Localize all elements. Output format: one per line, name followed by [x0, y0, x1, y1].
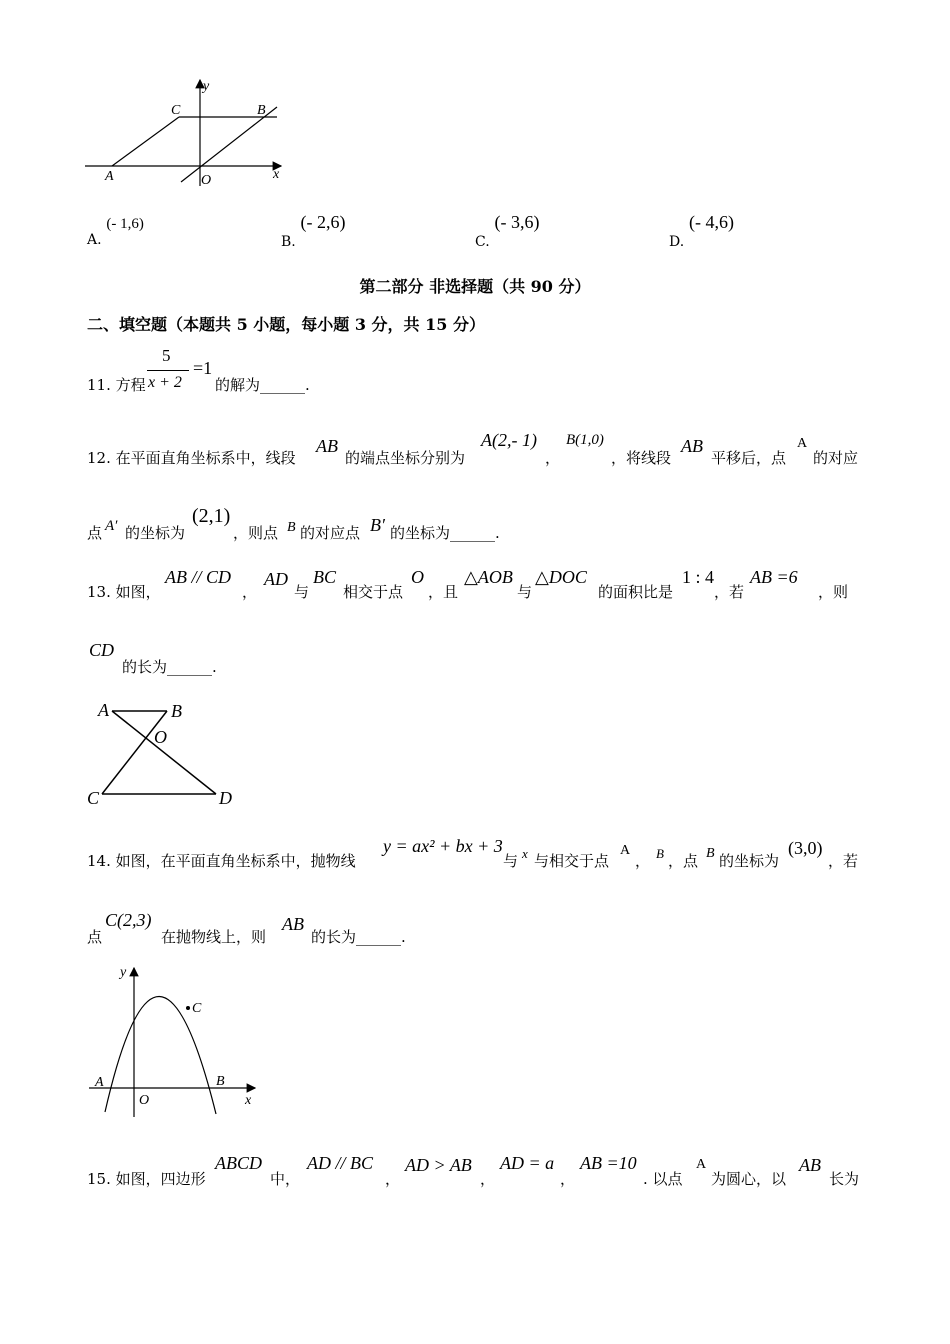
q12-b-coord: B(1,0): [566, 432, 604, 448]
q15-t4: 长为: [829, 1170, 860, 1188]
q11-frac-num: 5: [162, 346, 171, 365]
segment-AC: [112, 117, 179, 166]
q10-option-b[interactable]: [281, 212, 346, 250]
label-y: y: [120, 965, 127, 980]
point-C: [186, 1006, 190, 1010]
q13-bc: BC: [313, 567, 337, 587]
label-B: B: [171, 701, 182, 721]
q15-t3: 为圆心，以: [711, 1170, 787, 1188]
q12-a-coord: A(2,- 1): [481, 430, 537, 450]
q12-t1: 的端点坐标分别为: [345, 449, 466, 467]
q14-prefix: 14. 如图，在平面直角坐标系中，抛物线: [87, 852, 356, 870]
q14-figure: [85, 962, 265, 1122]
label-O: O: [139, 1093, 150, 1108]
q14-a: A: [620, 843, 631, 858]
q11-frac-den: x + 2: [148, 374, 182, 391]
part2-title: 第二部分 非选择题（共 90 分）: [359, 277, 591, 296]
q13-prefix: 13. 如图，: [87, 583, 161, 601]
q12-a-prime: A′: [105, 518, 118, 534]
segment-AD: [112, 711, 216, 794]
q13-ab-eq: AB =6: [750, 567, 798, 587]
q12-t2: ，将线段: [611, 449, 672, 467]
q14-ab: AB: [282, 914, 304, 934]
q12-l2-b: B: [287, 520, 296, 535]
label-C: C: [87, 788, 100, 808]
q13-o: O: [411, 567, 424, 587]
q15-c1: ，: [385, 1170, 401, 1188]
label-A: A: [98, 700, 109, 720]
q11-eq: =1: [193, 358, 213, 378]
option-value: (- 4,6): [688, 212, 734, 232]
label-D: D: [219, 788, 232, 808]
option-letter: C.: [475, 234, 490, 250]
option-letter: B.: [281, 234, 296, 250]
q13-ratio: 1 : 4: [682, 567, 715, 587]
q15-ad-a: AD = a: [500, 1153, 555, 1173]
q10-figure: [85, 76, 290, 188]
q12-l2-coord: (2,1): [192, 505, 231, 527]
label-y: y: [203, 79, 210, 94]
q13-t5: ，则: [818, 583, 849, 601]
q11-frac-bar: [147, 370, 189, 371]
q12-l2-t3: ，则点: [233, 524, 279, 542]
q14-l2-t3: 的长为______.: [311, 928, 406, 946]
option-letter: D.: [669, 234, 685, 250]
q10-option-d[interactable]: [669, 212, 734, 250]
q13-t1: 相交于点: [343, 583, 404, 601]
q15-ab-10: AB =10: [580, 1153, 637, 1173]
q15-t1: 中，: [270, 1170, 301, 1188]
q13-comma1: ，: [242, 583, 258, 601]
option-letter: A.: [87, 232, 102, 248]
q14-comma: ，: [635, 852, 651, 870]
q12-l2-t2: 的坐标为: [125, 524, 186, 542]
q12-comma1: ，: [545, 449, 561, 467]
q12-ab-2: AB: [681, 436, 703, 456]
q15-c3: ，: [560, 1170, 576, 1188]
q13-t3: 的面积比是: [598, 583, 674, 601]
q13-cd: CD: [89, 640, 115, 660]
q14-l2-t2: 在抛物线上，则: [161, 928, 267, 946]
option-value: (- 1,6): [106, 216, 144, 232]
q13-parallel: AB // CD: [165, 567, 231, 587]
q14-coord: (3,0): [788, 838, 823, 858]
q12-l2-t4: 的对应点: [300, 524, 361, 542]
q15-c2: ，: [480, 1170, 496, 1188]
q14-t1: 与: [503, 852, 519, 870]
q14-b2: B: [706, 846, 715, 861]
q11-tail: 的解为______.: [215, 376, 310, 394]
q14-c: C(2,3): [105, 910, 152, 930]
label-x: x: [245, 1093, 252, 1108]
option-value: (- 2,6): [300, 212, 346, 232]
q15-prefix: 15. 如图，四边形: [87, 1170, 206, 1188]
q13-tri-aob: △AOB: [464, 567, 513, 587]
q13-figure: [85, 698, 245, 810]
label-B: B: [216, 1074, 225, 1089]
q14-x: x: [522, 846, 528, 861]
q14-t4: 的坐标为: [719, 852, 780, 870]
label-A: A: [95, 1075, 104, 1090]
label-B: B: [257, 103, 266, 118]
q14-b: B: [656, 846, 664, 861]
q14-t5: ，若: [828, 852, 859, 870]
q10-option-a[interactable]: [87, 214, 144, 248]
segment-OB: [181, 107, 277, 182]
label-O: O: [201, 173, 212, 188]
q13-t4: ，若: [714, 583, 745, 601]
label-O: O: [154, 727, 167, 747]
q12-b-prime: B′: [370, 515, 385, 535]
q10-option-c[interactable]: [475, 212, 540, 250]
section2-heading: 二、填空题（本题共 5 小题，每小题 3 分，共 15 分）: [87, 315, 485, 334]
label-C: C: [171, 103, 181, 118]
label-A: A: [105, 169, 114, 184]
q13-l2-t1: 的长为______.: [122, 658, 217, 676]
q14-t3: ，点: [668, 852, 699, 870]
q15-parallel: AD // BC: [307, 1153, 373, 1173]
q13-yu1: 与: [294, 583, 310, 601]
q12-ab-1: AB: [316, 436, 338, 456]
q12-l2-t1: 点: [87, 524, 103, 542]
q14-equation: y = ax² + bx + 3: [383, 836, 503, 856]
option-value: (- 3,6): [494, 212, 540, 232]
q12-prefix: 12. 在平面直角坐标系中，线段: [87, 449, 296, 467]
label-C: C: [192, 1001, 202, 1016]
q13-t2: ，且: [428, 583, 459, 601]
q15-abcd: ABCD: [215, 1153, 262, 1173]
q12-t4: 的对应: [813, 449, 859, 467]
label-x: x: [273, 167, 280, 182]
q15-ineq: AD > AB: [405, 1155, 472, 1175]
q15-t2: . 以点: [643, 1170, 683, 1188]
q13-ad: AD: [264, 569, 288, 589]
q13-tri-doc: △DOC: [535, 567, 587, 587]
q14-t2: 与相交于点: [534, 852, 610, 870]
q15-a: A: [696, 1157, 707, 1172]
segment-BC: [102, 711, 167, 794]
q15-ab: AB: [799, 1155, 821, 1175]
q12-l2-t5: 的坐标为______.: [390, 524, 500, 542]
q14-l2-t1: 点: [87, 928, 103, 946]
q12-t3: 平移后，点: [711, 449, 787, 467]
q13-yu2: 与: [517, 583, 533, 601]
q11-number: 11. 方程: [87, 376, 146, 394]
q12-point-a: A: [797, 436, 808, 451]
